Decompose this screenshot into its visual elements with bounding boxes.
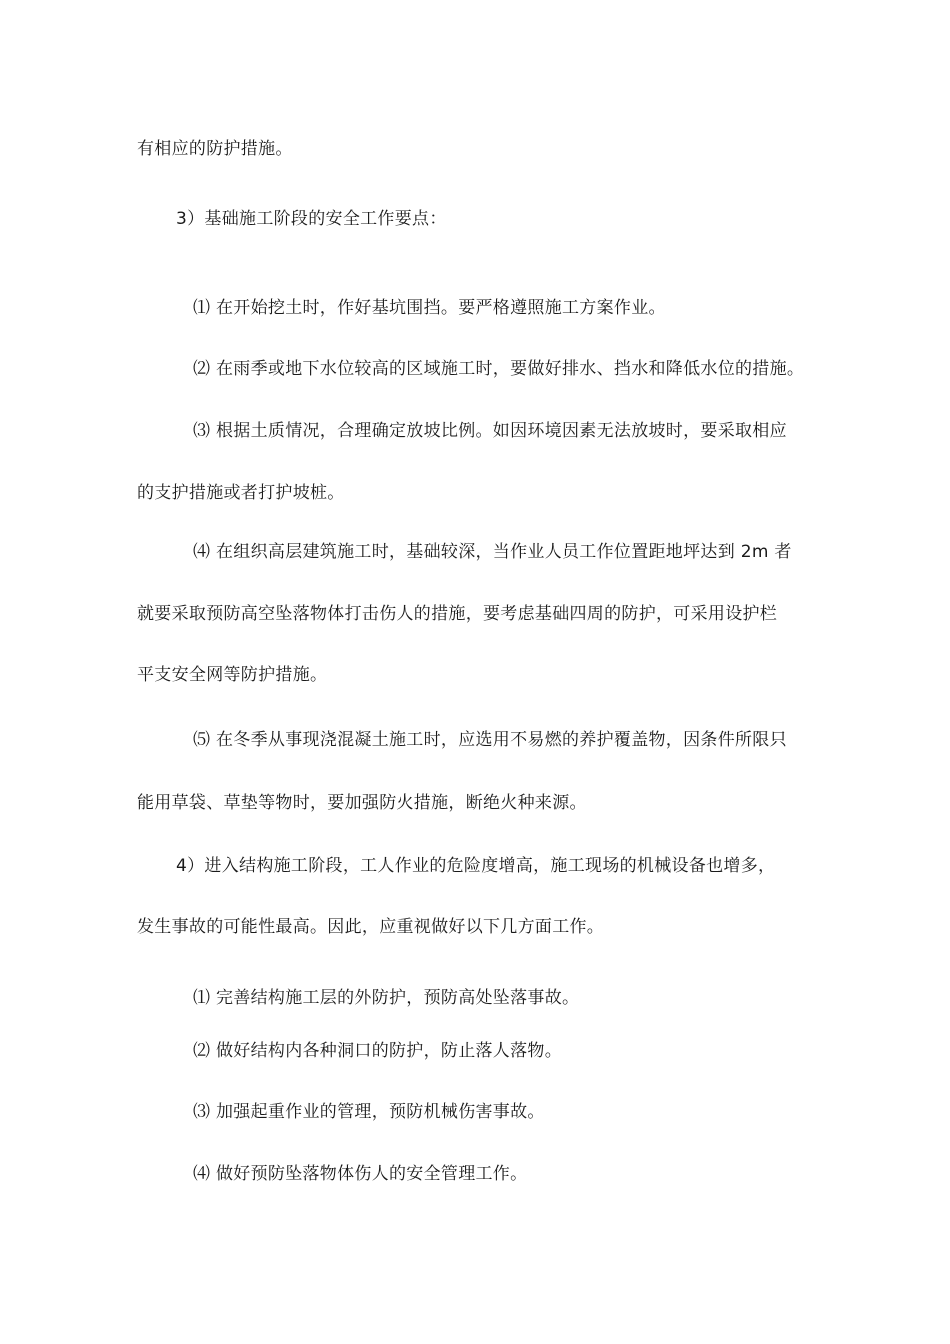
list-item-4-3: ⑶ 加强起重作业的管理，预防机械伤害事故。 xyxy=(193,1102,545,1122)
list-item-3-4-continuation-1: 就要采取预防高空坠落物体打击伤人的措施，要考虑基础四周的防护，可采用设护栏 xyxy=(137,604,778,624)
list-item-4-1: ⑴ 完善结构施工层的外防护，预防高处坠落事故。 xyxy=(193,988,580,1008)
list-item-4-4: ⑷ 做好预防坠落物体伤人的安全管理工作。 xyxy=(193,1164,528,1184)
list-item-3-5: ⑸ 在冬季从事现浇混凝土施工时，应选用不易燃的养护覆盖物，因条件所限只 xyxy=(193,730,787,750)
text-line-continuation: 有相应的防护措施。 xyxy=(137,139,293,159)
list-item-3-4: ⑷ 在组织高层建筑施工时，基础较深，当作业人员工作位置距地坪达到 2m 者 xyxy=(193,542,792,562)
list-item-4-2: ⑵ 做好结构内各种洞口的防护，防止落人落物。 xyxy=(193,1041,563,1061)
list-item-3-3: ⑶ 根据土质情况，合理确定放坡比例。如因环境因素无法放坡时，要采取相应 xyxy=(193,421,787,441)
list-item-3-4-continuation-2: 平支安全网等防护措施。 xyxy=(137,665,328,685)
section-heading-4: 4）进入结构施工阶段，工人作业的危险度增高，施工现场的机械设备也增多， xyxy=(176,856,776,876)
list-item-3-5-continuation: 能用草袋、草垫等物时，要加强防火措施，断绝火种来源。 xyxy=(137,793,587,813)
list-item-3-3-continuation: 的支护措施或者打护坡桩。 xyxy=(137,483,345,503)
section-heading-3: 3）基础施工阶段的安全工作要点： xyxy=(176,209,447,229)
list-item-3-2: ⑵ 在雨季或地下水位较高的区域施工时，要做好排水、挡水和降低水位的措施。 xyxy=(193,359,805,379)
list-item-3-1: ⑴ 在开始挖土时，作好基坑围挡。要严格遵照施工方案作业。 xyxy=(193,298,666,318)
section-heading-4-continuation: 发生事故的可能性最高。因此，应重视做好以下几方面工作。 xyxy=(137,917,605,937)
